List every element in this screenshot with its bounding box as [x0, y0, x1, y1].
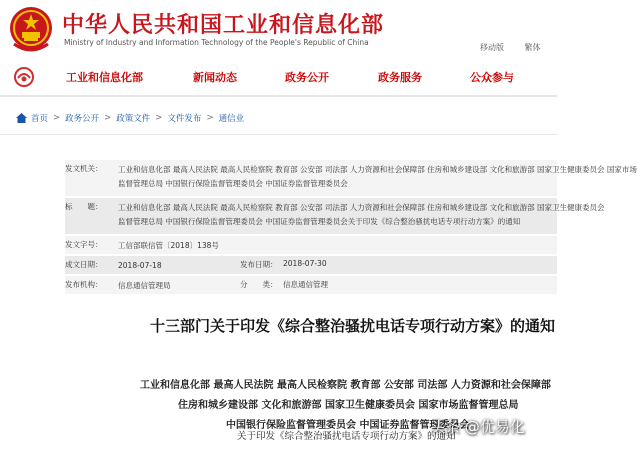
breadcrumb-separator: > [155, 113, 163, 123]
doc-number-value: 工信部联信管〔2018〕138号 [118, 241, 219, 250]
category-value: 信息通信管理 [283, 280, 328, 289]
main-nav [0, 62, 557, 92]
info-row-title [65, 198, 605, 234]
site-subtitle: Ministry of Industry and Information Technology of the People's Republic of China [64, 38, 369, 47]
document-title: 十三部门关于印发《综合整治骚扰电话专项行动方案》的通知 [150, 317, 556, 335]
title-label: 标 题： [65, 202, 103, 211]
nav-item-home[interactable]: 工业和信息化部 [66, 71, 143, 84]
org-label: 发布机构： [65, 280, 103, 289]
home-icon [16, 113, 27, 123]
nav-item-news[interactable]: 新闻动态 [193, 71, 237, 84]
document-subject: 关于印发《综合整治骚扰电话专项行动方案》的通知 [237, 431, 456, 442]
nav-item-services[interactable]: 政务服务 [378, 71, 422, 84]
nav-item-participation[interactable]: 公众参与 [470, 71, 514, 84]
breadcrumb [16, 112, 244, 124]
breadcrumb-home[interactable]: 首页 [31, 114, 49, 124]
top-links [480, 42, 559, 53]
breadcrumb-separator: > [53, 113, 61, 123]
national-emblem-icon [8, 4, 54, 54]
info-row-dates [65, 256, 557, 274]
org-value: 信息通信管理局 [118, 281, 171, 290]
breadcrumb-government-affairs[interactable]: 政务公开 [65, 114, 100, 124]
site-title: 中华人民共和国工业和信息化部 [62, 13, 385, 38]
watermark: 头条 @优易化 [430, 418, 525, 436]
issuer-label: 发文机关： [65, 164, 103, 173]
publish-date-value: 2018-07-30 [283, 259, 327, 268]
mobile-version-link[interactable]: 移动版 [480, 43, 504, 52]
issuer-value: 工业和信息化部 最高人民法院 最高人民检察院 教育部 公安部 司法部 人力资源和社会保障部 住房和城乡建设部 文化和旅游部 国家卫生健康委员会 国家市场 监督管理总局 中国银行保险监督管理委员会 中国证券监督管理委员会 [118, 165, 637, 188]
info-row-org [65, 276, 557, 294]
recipients-line: 中国银行保险监督管理委员会 中国证券监督管理委员会 [226, 420, 470, 431]
written-date-value: 2018-07-18 [118, 261, 162, 270]
breadcrumb-divider [0, 134, 557, 135]
recipients-line: 工业和信息化部 最高人民法院 最高人民检察院 教育部 公安部 司法部 人力资源和社会保障部 [140, 380, 551, 391]
breadcrumb-telecom[interactable]: 通信业 [218, 114, 245, 124]
traditional-chinese-link[interactable]: 繁体 [524, 43, 541, 52]
nav-divider [0, 95, 557, 97]
breadcrumb-file-release[interactable]: 文件发布 [167, 114, 202, 124]
title-value: 工业和信息化部 最高人民法院 最高人民检察院 教育部 公安部 司法部 人力资源和社会保障部 住房和城乡建设部 文化和旅游部 国家卫生健康委员会 监督管理总局 中国银行保险监督管理委员会 中国证券监督管理委员会关于印发《综合整治骚扰电话专项行动方案》的通知 [118, 203, 605, 226]
category-label: 分 类： [240, 280, 278, 289]
doc-number-label: 发文字号： [65, 240, 103, 249]
miit-logo-icon [14, 67, 34, 87]
breadcrumb-policy-documents[interactable]: 政策文件 [116, 114, 151, 124]
breadcrumb-separator: > [206, 113, 214, 123]
nav-item-government-affairs[interactable]: 政务公开 [285, 71, 329, 84]
written-date-label: 成文日期： [65, 260, 103, 269]
site-header [0, 0, 557, 62]
recipients-line: 住房和城乡建设部 文化和旅游部 国家卫生健康委员会 国家市场监督管理总局 [178, 400, 519, 411]
document-info-table [65, 160, 637, 294]
publish-date-label: 发布日期： [240, 260, 278, 269]
info-row-doc-number [65, 236, 557, 254]
breadcrumb-separator: > [104, 113, 112, 123]
info-row-issuer [65, 160, 637, 196]
